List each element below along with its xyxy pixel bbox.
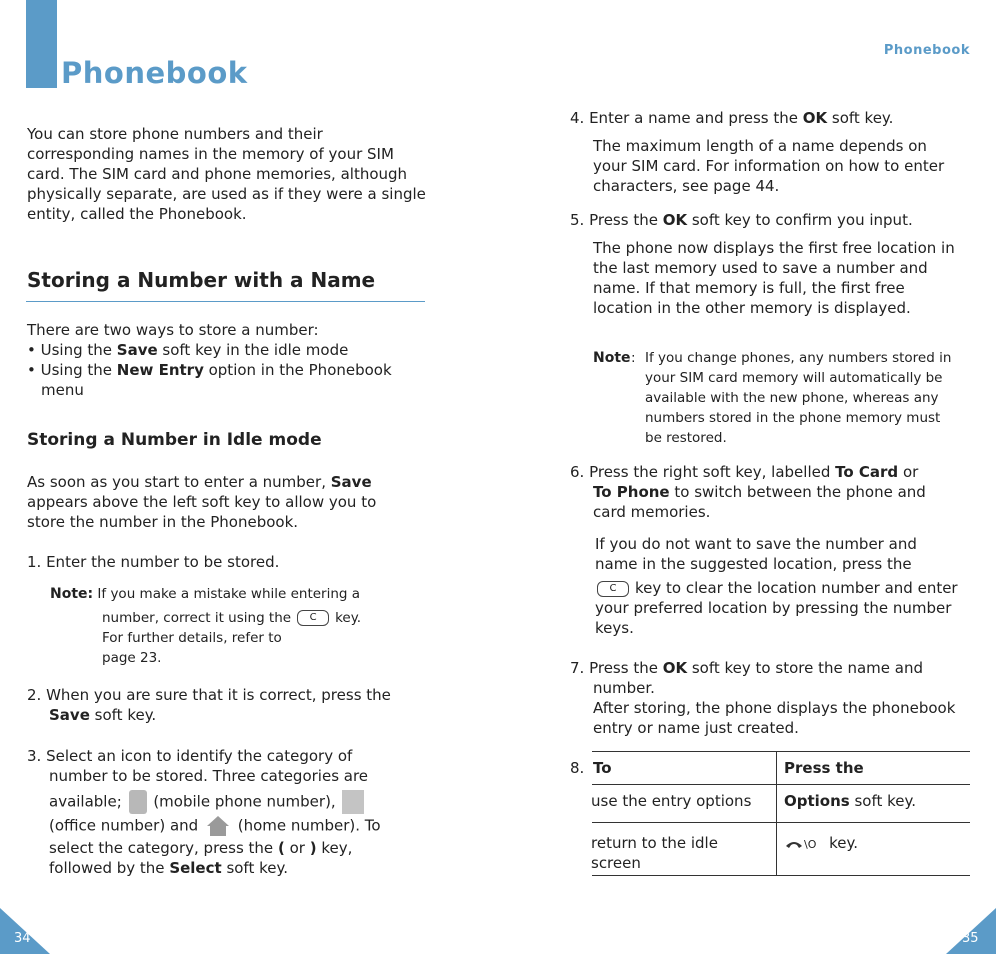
section-divider	[26, 301, 425, 302]
office-building-icon	[342, 790, 364, 814]
step-8-number: 8.	[570, 759, 585, 777]
step-6-detail	[595, 534, 963, 638]
step-6-detail-line1: If you do not want to save the number and name in the suggested location, press the	[595, 535, 917, 573]
end-call-icon	[784, 838, 804, 850]
table-row-1-to: use the entry options	[591, 792, 752, 810]
subsection-title: Storing a Number in Idle mode	[27, 430, 322, 450]
note-1	[50, 584, 420, 668]
intro-paragraph: You can store phone numbers and their corresponding names in the memory of your SIM card. The SIM card and phone memories, although physically separate, are used as if they were a single entity, called the Phonebook.	[27, 125, 426, 223]
step-7-line1: 7. Press the OK soft key to store the name and	[570, 659, 923, 677]
section-title: Storing a Number with a Name	[27, 268, 376, 292]
step-6-line2: To Phone to switch between the phone and card memories.	[593, 483, 926, 521]
left-key-icon: (	[277, 839, 285, 857]
page-title: Phonebook	[61, 56, 248, 90]
page-number-left: 34	[14, 931, 31, 946]
step-6	[570, 462, 960, 522]
title-accent-bar	[26, 0, 57, 88]
step-5-detail: The phone now displays the first free location in the last memory used to save a number and name. If that memory is full, the first free location in the other memory is displayed.	[593, 239, 955, 317]
note-1-line1: If you make a mistake while entering a	[97, 586, 361, 602]
table-bottom-rule	[592, 875, 970, 876]
note-2-label: Note	[593, 350, 631, 366]
table-top-rule	[592, 751, 970, 752]
home-icon	[205, 814, 231, 838]
idle-paragraph: As soon as you start to enter a number, Save appears above the left soft key to allow you to store the number in the Phonebook.	[27, 473, 377, 531]
step-6-detail-line2: C key to clear the location number and enter your preferred location by pressing the number keys.	[595, 579, 958, 637]
running-head: Phonebook	[883, 43, 970, 58]
note-2	[593, 348, 958, 448]
table-header-rule	[592, 784, 970, 785]
note-1-key-word: key.	[335, 610, 362, 626]
step-2-line1: 2. When you are sure that it is correct, press the	[27, 686, 391, 704]
power-key-icon: \O	[804, 838, 817, 851]
note-1-line4: page 23.	[102, 650, 162, 666]
table-column-divider	[776, 751, 777, 875]
step-3	[27, 746, 427, 878]
ways-intro: There are two ways to store a number:	[27, 321, 319, 339]
step-3-line1: 3. Select an icon to identify the category of	[27, 747, 353, 765]
step-3-line3: available; (mobile phone number),	[27, 790, 427, 814]
note-1-line3: For further details, refer to	[102, 630, 282, 646]
note-2-text: If you change phones, any numbers stored in your SIM card memory will automatically be available with the new phone, whereas any numbers stored in the phone memory must be restored.	[645, 350, 952, 446]
step-3-line4: (office number) and (home number). To	[27, 814, 427, 838]
note-2-colon: :	[631, 350, 636, 366]
bullet-save: • Using the Save soft key in the idle mode	[27, 341, 349, 359]
step-4-detail: The maximum length of a name depends on your SIM card. For information on how to enter characters, see page 44.	[593, 137, 945, 195]
step-1: 1. Enter the number to be stored.	[27, 553, 280, 571]
table-row-1-press: Options soft key.	[784, 792, 917, 810]
step-7-detail: After storing, the phone displays the phonebook entry or name just created.	[593, 699, 956, 737]
step-7-line2: number.	[593, 679, 655, 697]
step-3-line5: select the category, press the ( or ) key,	[49, 839, 353, 857]
table-row-rule	[592, 822, 970, 823]
table-header-press: Press the	[784, 759, 864, 777]
mobile-phone-icon	[129, 790, 147, 814]
table-row-2-press: \O key.	[784, 833, 858, 855]
step-2-line2: Save soft key.	[49, 706, 157, 724]
step-2	[27, 685, 427, 725]
c-key-icon: C	[297, 610, 329, 626]
step-7	[570, 658, 965, 738]
page-number-right: 35	[962, 931, 979, 946]
table-row-2-to: return to the idle screen	[591, 834, 718, 872]
bullet-new-entry: • Using the New Entry option in the Phonebook	[27, 361, 392, 379]
step-4: 4. Enter a name and press the OK soft key.	[570, 109, 894, 127]
step-3-line6: followed by the Select soft key.	[49, 859, 288, 877]
ways-block	[27, 320, 427, 400]
step-3-line2: number to be stored. Three categories are	[49, 767, 369, 785]
note-1-label: Note:	[50, 586, 94, 602]
note-1-line2: number, correct it using the	[102, 610, 292, 626]
right-key-icon: )	[309, 839, 317, 857]
bullet-new-entry-cont: menu	[41, 381, 84, 399]
table-header-to: To	[593, 759, 612, 777]
step-5: 5. Press the OK soft key to confirm you input.	[570, 211, 913, 229]
step-6-line1: 6. Press the right soft key, labelled To Card or	[570, 463, 919, 481]
c-key-icon: C	[597, 581, 629, 597]
